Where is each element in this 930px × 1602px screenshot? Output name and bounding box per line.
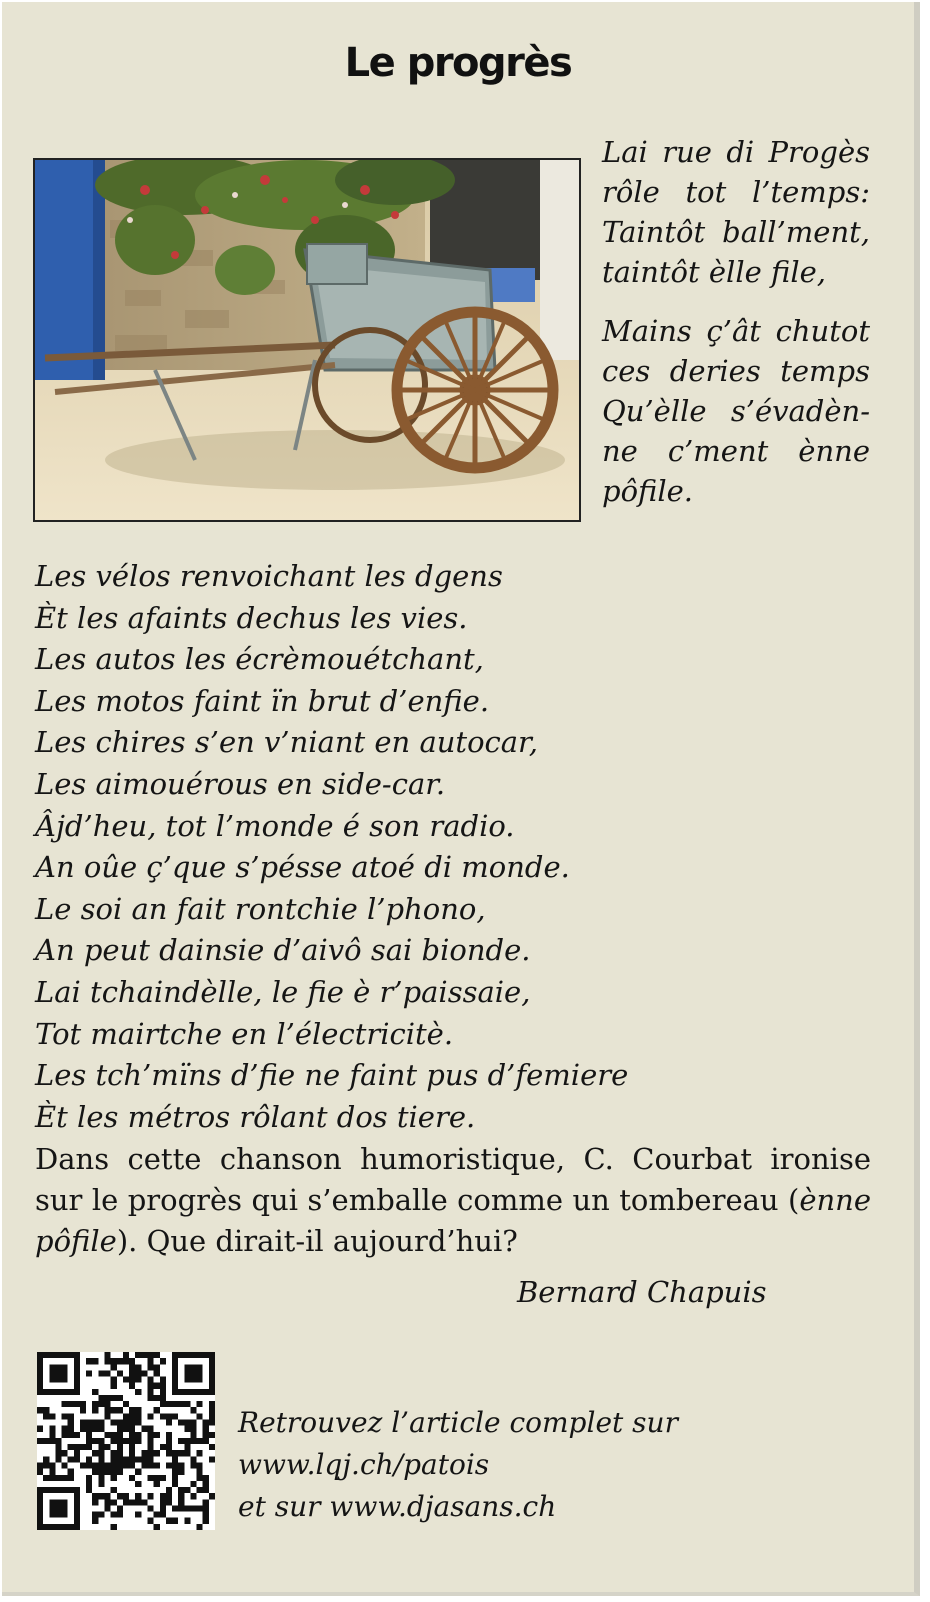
commentary-emphasis: ènne pôfile [35,1183,871,1258]
commentary-text: Dans cette chanson humoristique, C. Courbat ironise sur le progrès qui s’emballe comme un tombereau ( [35,1142,871,1217]
verse-line: Âjd’heu, tot l’monde é son radio. [35,808,515,843]
article-title: Le progrès [344,40,572,86]
verse-line: Lai tchaindèlle, le fie è r’paissaie, [35,974,531,1009]
article-page [2,2,920,1596]
verse-line: Les autos les écrèmouétchant, [35,642,484,677]
promo-link-djasans[interactable]: et sur www.djasans.ch [238,1490,557,1523]
qr-code-icon[interactable] [37,1352,215,1530]
side-stanza-2: Mains ç’ât chutot ces deries temps Qu’èlle s’évadèn-ne c’ment ènne pôfile. [602,314,870,508]
verse-line: Les motos faint ïn brut d’enfie. [35,683,490,718]
verse-line: Les tch’mïns d’fie ne faint pus d’femiere [35,1058,629,1093]
author-signature: Bernard Chapuis [517,1275,767,1309]
verse-line: Les vélos renvoichant les dgens [35,559,503,593]
verse-line: Èt les métros rôlant dos tiere. [35,1099,476,1134]
promo-link-lqj[interactable]: www.lqj.ch/patois [238,1448,490,1481]
verse-line: Les chires s’en v’niant en autocar, [35,725,538,760]
verse-line: Les aimouérous en side-car. [35,766,446,801]
cart-illustration [35,160,579,520]
promo-block [238,1402,678,1528]
verse-line: Le soi an fait rontchie l’phono, [35,891,486,926]
verse-line: An peut dainsie d’aivô sai bionde. [35,933,531,968]
cart-photo [33,158,581,522]
promo-line: Retrouvez l’article complet sur [238,1406,678,1439]
verse-line: Tot mairtche en l’électricitè. [35,1016,454,1051]
side-stanza-1: Lai rue di Progès rôle tot l’temps: Taintôt ball’ment, taintôt èlle file, [602,135,870,289]
verse-line: An oûe ç’que s’pésse atoé di monde. [35,850,570,885]
commentary-paragraph [35,1139,871,1262]
commentary-text-end: ). Que dirait-il aujourd’hui? [116,1224,518,1258]
verse-line: Èt les afaints dechus les vies. [35,600,468,635]
side-stanza [602,132,870,511]
main-stanza [35,556,755,1138]
